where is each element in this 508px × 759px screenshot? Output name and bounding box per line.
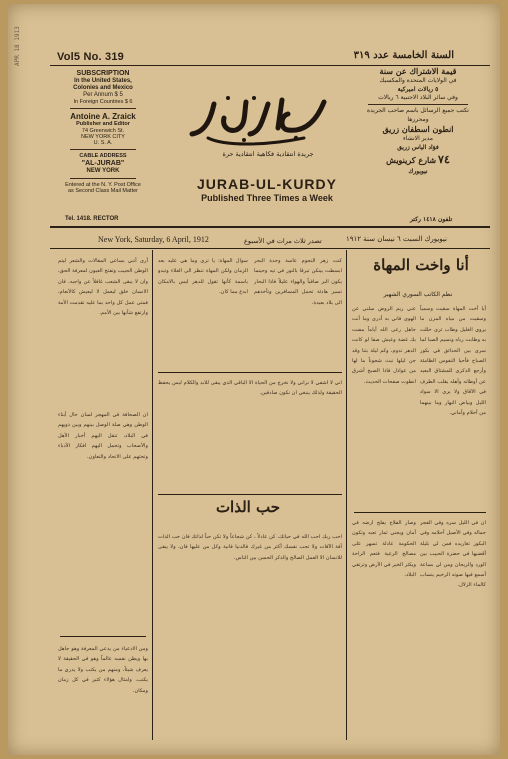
dateline-ar-right: نيويورك السبت ٦ نيسان سنة ١٩١٢ <box>346 235 447 243</box>
right-address-street: شارع كرينويش <box>386 155 437 166</box>
left-article-a: أرى أنني بساعي المقالات والشعر ليتم الوطن الحبيب وتفتح العيون لمعرفة الحق، وان لا يبقى الشعب غافلاً عن واجبه. فان الانسان خلق ليعمل لا ليعيش كالأنعام، فمتى عمل كل واحد بما عليه تقدمت الأمة وارتفع شأنها بين الأمم. <box>58 258 148 317</box>
lead-article-col-lower-right: ان في الليل سره وفي الفجر جماله وفي الأصيل أحلامه وفي البكور تغاريده فمن لي بليلة أقضيها في حضرة الحبيب بين الورد والريحان ومن لي بساعة أسمع فيها صوته الرخيم ينساب كالماء الزلال. <box>420 520 486 589</box>
left-article-foot: ومن الادعياء من يدعي المعرفة وهو جاهل بها ويظن نفسه عالماً وهو في الحقيقة لا يعرف شيئاً، ومنهم من يكتب ولا يدري ما يكتب. وامثال هؤلاء كثير في كل زمان ومكان. <box>58 646 148 694</box>
entered-line1: Entered at the N. Y. Post Office <box>65 181 141 188</box>
right-line4: تكتب جميع الرسائل باسم صاحب الجريدة ومحررها <box>367 107 469 123</box>
middle-top-left-text: سوال المهاة: يا ترى وما هي عليه بعد الزمان ولكن المهاة تنظر الى العلاء وتبدو باسمة كأنها تقول للدهر ليس بالامكان ابدع مما كان. <box>158 258 248 296</box>
divider <box>60 636 146 637</box>
lead-article-col-right: أيا أخت المهاة سقيت وسمياً وسقيت من مياه المزن ما يروي الغليل وطاب ثرى حللت به وطابت رباه ونسيم الصبا لما سرى بين الحدائق في بكور الصباح فأحيا النفوس الظامئة وأرجع الذكرى للمشتاق البعيد عن أوطانه وأهله يقلب الطرف في الآفاق ولا يرى الا سواد الليل وبياض النهار وما بينهما من أحلام وأماني. <box>420 306 486 417</box>
entered-line2: as Second Class Mail Matter <box>68 188 138 195</box>
masthead-calligraphy-logo <box>184 92 334 150</box>
volume-number-ar: السنة الخامسة عدد ٣١٩ <box>353 50 454 61</box>
middle-top-right-text: كنت زهر النجوم عاسة وحدة البحر ابسطت بينكن تبرقا بالنور في تيه وحينما يكون البر صافياً والهواء عليلاً فاذا البحار تسير هادئة تحمل المسافرين وتأخذهم الى بلاد بعيدة. <box>254 258 342 306</box>
subscription-line4: In Foreign Countries $ 6 <box>73 98 133 105</box>
subscription-line1: In the United States, <box>74 78 132 85</box>
right-address-num: ٧٤ <box>438 153 450 167</box>
header-rule-bottom <box>50 248 490 249</box>
publisher-name: Antoine A. Zraick <box>70 112 136 122</box>
middle-article-body: احب ربك احب الله في حياتك، كن عادلاً ، كن شجاعاً ولا تكن حباً لذاتك فان حب الذات آفة الآفات ولا تحب نفسك أكثر من غيرك فالدنيا فانية وكل من عليها فان، ولا يبقى للانسان الا العمل الصالح والذكر الحسن بين الناس. <box>158 534 342 561</box>
right-line5: مدير الانشاء <box>402 135 433 143</box>
dateline-en: New York, Saturday, 6 April, 1912 <box>98 235 209 244</box>
publisher-address1: 74 Greenwich St. <box>81 127 125 134</box>
cable-city: NEW YORK <box>86 167 120 174</box>
cable-heading: CABLE ADDRESS <box>79 153 127 160</box>
header-rule-top <box>50 226 490 228</box>
lead-article-col-left: عني ريم الروض سلني عن الهوى فاني به أدرى وما أنت جاهل رعى الله أياماً مضت بك غضة وعيش صفا لو كانت الدهر تدوم، وكم ليلة بتنا وقد جن ليلها نبث شجوناً ما لها من عواذل فاذا الصبح أشرق انطوت صفحات الحديث. <box>352 306 416 385</box>
subscription-heading: SUBSCRIPTION <box>76 70 130 77</box>
telephone-en: Tel. 1418. RECTOR <box>65 216 119 222</box>
divider <box>368 104 468 105</box>
paper-subtitle-en: Published Three Times a Week <box>201 193 333 203</box>
dateline-ar-mid: تصدر ثلاث مرات في الأسبوع <box>244 237 322 245</box>
subscription-line2: Colonies and Mexico <box>73 84 133 91</box>
title-block <box>186 176 348 203</box>
newspaper-page <box>8 4 500 755</box>
middle-mid-text: اني لا اشفي لا نراني ولا نخرج من الحياة الا الباقي الذي يبقى للابد والكلام ليس يحفظ الحقيقة ولذلك ينبغي ان نكون صادقين. <box>158 380 342 397</box>
lead-headline: أنا واخت المهاة <box>373 256 469 274</box>
right-line1: قيمة الاشتراك عن سنة <box>379 66 457 76</box>
right-line6: فؤاد الياس زريق <box>397 143 439 151</box>
divider <box>70 108 136 109</box>
right-line3: وفي سائر البلاد الاجنبية ٦ ريالات <box>378 93 458 101</box>
right-price1: ٥ ريالات اميركية <box>397 85 439 93</box>
cable-name: "AL-JURAB" <box>81 159 125 167</box>
divider <box>354 512 486 513</box>
divider <box>158 372 342 373</box>
publisher-role: Publisher and Editor <box>76 121 130 128</box>
masthead-tagline-ar: جريدة انتقادية فكاهية انتقادية حرة <box>222 150 314 158</box>
column-rule <box>152 250 153 740</box>
publisher-address2: NEW YORK CITY <box>81 133 125 140</box>
right-editor: انطون اسطفان زريق <box>382 124 454 135</box>
subscription-box-ar <box>360 66 476 176</box>
publisher-address3: U. S. A. <box>93 140 113 147</box>
right-line2: في الولايات المتحدة والمكسيك <box>379 77 457 85</box>
telephone-ar: تلفون ١٤١٨ ركتر <box>410 216 453 223</box>
column-rule <box>346 250 347 740</box>
library-stamp: APR 18 1913 <box>14 26 21 66</box>
divider <box>158 494 342 495</box>
paper-title-en: JURAB-UL-KURDY <box>197 176 337 192</box>
divider <box>70 178 136 179</box>
left-article-b: ان الصحافة في المهجر لسان حال أبناء الوطن وهي صلة الوصل بينهم وبين ذويهم في البلاد، تنقل اليهم أخبار الأهل والأصحاب وتحمل اليهم افكار الأدباء وتحثهم على الاتحاد والتعاون. <box>58 412 148 460</box>
lead-article-col-lower-left: وصار الفلاح يفلح ارضه في أمان ويجني ثمار تعبه وتكون الحكومة عادلة تسهر على مصالح الرعية فتعم الراحة ويكثر الخير في الأرض وترتقي البلاد. <box>352 520 416 579</box>
subscription-box <box>60 70 146 194</box>
divider <box>70 149 136 150</box>
volume-number-en: Vol5 No. 319 <box>57 51 124 63</box>
middle-headline: حب الذات <box>215 498 281 516</box>
lead-subheadline: نظم الكاتب السوري الشهير <box>383 291 453 298</box>
subscription-line3: Per Annum $ 5 <box>83 91 123 98</box>
right-city: نيويورك <box>408 167 428 175</box>
